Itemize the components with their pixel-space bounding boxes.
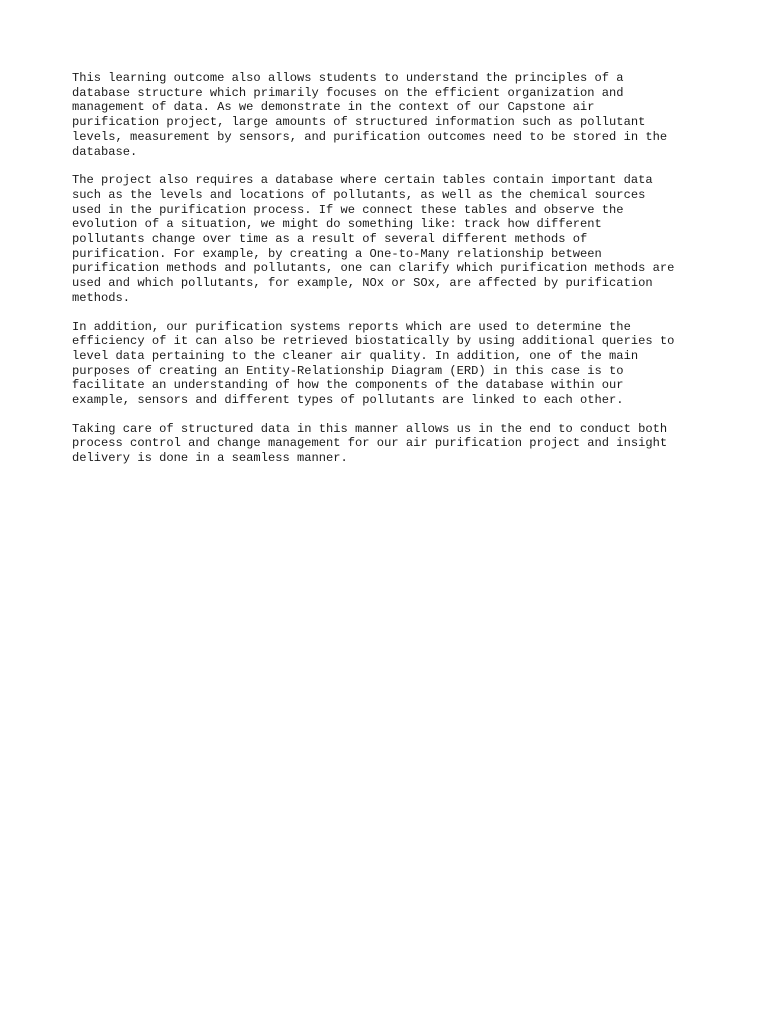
text-line: Taking care of structured data in this manner allows us in the end to conduct both [72, 421, 668, 436]
text-line: pollutants change over time as a result of several different methods of [72, 232, 588, 247]
text-line: efficiency of it can also be retrieved biostatically by using additional queries to [72, 334, 675, 349]
text-line: management of data. As we demonstrate in the context of our Capstone air [72, 100, 595, 115]
text-line: used in the purification process. If we connect these tables and observe the [72, 202, 624, 217]
text-line: methods. [72, 290, 131, 305]
paragraph-2 [72, 173, 712, 305]
text-line: evolution of a situation, we might do something like: track how different [72, 217, 602, 232]
text-line: delivery is done in a seamless manner. [72, 451, 348, 466]
text-line: purification project, large amounts of structured information such as pollutant [72, 115, 646, 130]
text-line: database. [72, 144, 138, 159]
text-line: process control and change management for our air purification project and insight [72, 436, 668, 451]
text-line: such as the levels and locations of pollutants, as well as the chemical sources [72, 187, 646, 202]
text-line: level data pertaining to the cleaner air quality. In addition, one of the main [72, 348, 639, 363]
text-line: example, sensors and different types of pollutants are linked to each other. [72, 393, 624, 408]
text-line: facilitate an understanding of how the components of the database within our [72, 378, 624, 393]
text-line: purposes of creating an Entity-Relationship Diagram (ERD) in this case is to [72, 363, 624, 378]
text-line: In addition, our purification systems reports which are used to determine the [72, 319, 631, 334]
text-line: used and which pollutants, for example, NOx or SOx, are affected by purification [72, 276, 653, 291]
text-line: purification. For example, by creating a One-to-Many relationship between [72, 246, 602, 261]
text-line: The project also requires a database where certain tables contain important data [72, 173, 653, 188]
text-line: This learning outcome also allows students to understand the principles of a [72, 71, 624, 85]
paragraph-3 [72, 320, 712, 408]
paragraph-4 [72, 422, 712, 466]
text-line: purification methods and pollutants, one can clarify which purification methods are [72, 261, 675, 276]
document-body [72, 71, 712, 480]
text-line: database structure which primarily focuses on the efficient organization and [72, 85, 624, 100]
paragraph-1 [72, 71, 712, 159]
text-line: levels, measurement by sensors, and purification outcomes need to be stored in the [72, 129, 668, 144]
